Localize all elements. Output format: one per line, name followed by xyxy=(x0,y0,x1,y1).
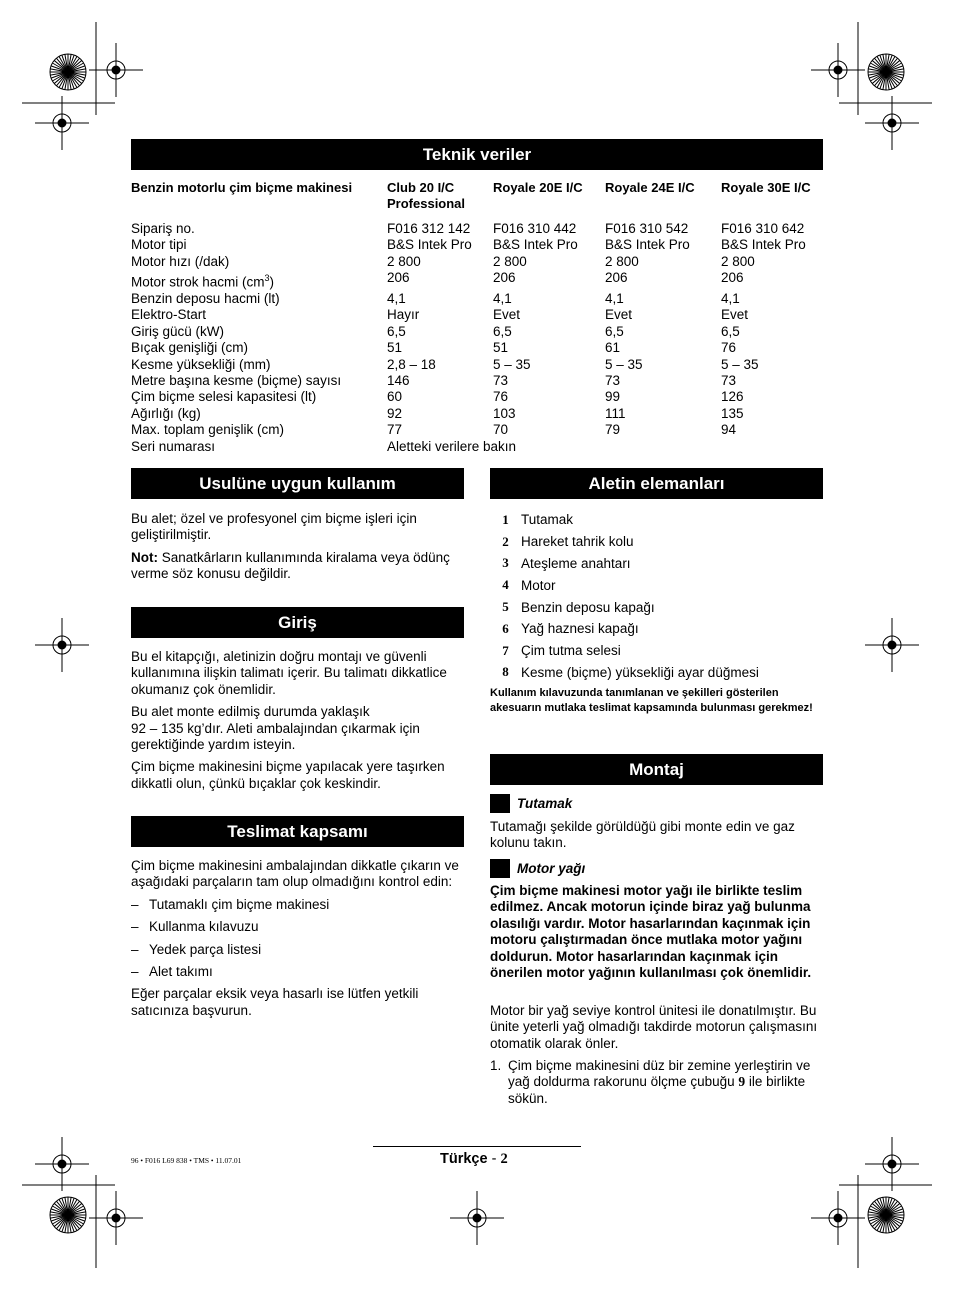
list-item xyxy=(490,662,759,684)
table-cell: 51 xyxy=(387,340,403,356)
table-cell: 4,1 xyxy=(721,290,740,306)
table-cell: 6,5 xyxy=(605,323,624,339)
table-cell: 2 800 xyxy=(605,253,639,269)
table-cell: 2,8 – 18 xyxy=(387,356,436,372)
table-cell: Evet xyxy=(605,307,633,323)
item-number: 6 xyxy=(502,620,509,636)
table-row-label: Bıçak genişliği (cm) xyxy=(131,340,249,356)
specs-body xyxy=(131,221,829,455)
table-cell: 92 xyxy=(387,405,403,421)
step-text xyxy=(508,1058,825,1107)
table-row xyxy=(131,254,829,270)
table-row-label: Çim biçme selesi kapasitesi (lt) xyxy=(131,389,317,405)
usage-title: Usulüne uygun kullanım xyxy=(199,473,396,493)
table-cell: 70 xyxy=(493,422,509,438)
list-item: – Alet takımı xyxy=(131,964,213,980)
list-item xyxy=(490,574,759,596)
item-label: Hareket tahrik kolu xyxy=(521,534,634,550)
delivery-title: Teslimat kapsamı xyxy=(227,821,368,841)
table-cell: 2 800 xyxy=(493,253,527,269)
list-item-label: Tutamaklı çim biçme makinesi xyxy=(149,896,330,912)
list-item xyxy=(490,531,759,553)
item-number: 1 xyxy=(502,511,509,527)
table-cell: 111 xyxy=(605,405,626,421)
delivery-section xyxy=(131,858,466,1025)
table-cell: 77 xyxy=(387,422,403,438)
item-label: Yağ haznesi kapağı xyxy=(521,621,639,637)
intro-weight-line: Bu alet monte edilmiş durumda yaklaşık xyxy=(131,704,370,720)
table-cell: 79 xyxy=(605,422,621,438)
table-row xyxy=(131,221,829,237)
oil-subheading xyxy=(490,859,585,878)
table-cell: 61 xyxy=(605,340,621,356)
table-cell xyxy=(490,439,603,455)
table-cell: B&S Intek Pro xyxy=(721,237,806,253)
table-cell: 135 xyxy=(721,405,744,421)
page-footer xyxy=(440,1151,508,1168)
intro-paragraph: Çim biçme makinesini biçme yapılacak yere taşırken dikkatli olun, çünkü bıçaklar çok keskindir. xyxy=(131,759,445,791)
specs-header-model: Royale 20E I/C xyxy=(493,180,583,195)
table-row-label: Ağırlığı (kg) xyxy=(131,405,201,421)
item-number: 7 xyxy=(502,642,509,658)
oil-level-text: Motor bir yağ seviye kontrol ünitesi ile donatılmıştır. Bu ünite yeterli yağ olmadığı takdirde motorun çalışmasını otomatik olarak önler. xyxy=(490,1003,818,1051)
item-number: 5 xyxy=(502,599,509,615)
table-row-label: Giriş gücü (kW) xyxy=(131,323,225,339)
footer-separator: - xyxy=(487,1151,501,1167)
intro-title: Giriş xyxy=(278,612,317,632)
specs-header-product: Benzin motorlu çim biçme makinesi xyxy=(131,180,353,195)
elements-title-bar xyxy=(490,468,823,499)
intro-weight-cont: 92 – 135 kg’dır. Aleti ambalajından çıkarmak için gerektiğinde yardım isteyin. xyxy=(131,720,420,753)
table-cell: B&S Intek Pro xyxy=(387,237,472,253)
table-row-label: Motor tipi xyxy=(131,237,187,253)
list-item xyxy=(490,640,759,662)
intro-title-bar xyxy=(131,607,464,638)
table-cell: 206 xyxy=(605,270,628,286)
step-number: 1. xyxy=(490,1058,502,1073)
table-row-label: Motor hızı (/dak) xyxy=(131,253,230,269)
table-cell: 5 – 35 xyxy=(605,356,643,372)
table-row xyxy=(131,389,829,405)
table-cell: 5 – 35 xyxy=(721,356,759,372)
table-cell: Hayır xyxy=(387,307,420,323)
step-text-b: ile birlikte sökün. xyxy=(508,1074,806,1106)
step-1 xyxy=(490,1058,825,1107)
subheading-label: Tutamak xyxy=(517,796,573,811)
table-cell: 126 xyxy=(721,389,744,405)
usage-title-bar xyxy=(131,468,464,499)
table-cell: 73 xyxy=(721,372,737,388)
item-label: Çim tutma selesi xyxy=(521,643,621,659)
table-row xyxy=(131,439,829,455)
list-item: – Kullanma kılavuzu xyxy=(131,919,259,935)
table-row-label: Kesme yüksekliği (mm) xyxy=(131,356,271,372)
usage-text: Bu alet; özel ve profesyonel çim biçme işleri için geliştirilmiştir. xyxy=(131,511,417,543)
table-cell: 73 xyxy=(493,372,509,388)
table-cell: 51 xyxy=(493,340,509,356)
table-cell: 6,5 xyxy=(721,323,740,339)
table-cell: 6,5 xyxy=(493,323,512,339)
figure-marker-icon xyxy=(490,859,510,878)
table-cell: 4,1 xyxy=(605,290,624,306)
table-cell: 4,1 xyxy=(387,290,406,306)
table-cell: 5 – 35 xyxy=(493,356,531,372)
table-row xyxy=(131,340,829,356)
page-number: 2 xyxy=(500,1151,508,1167)
intro-paragraph xyxy=(131,704,466,753)
table-cell: Evet xyxy=(493,307,521,323)
footer-rule xyxy=(373,1146,581,1147)
item-label: Kesme (biçme) yüksekliği ayar düğmesi xyxy=(521,664,759,680)
item-number: 2 xyxy=(502,533,509,549)
note-text: Sanatkârların kullanımında kiralama veya ödünç verme söz konusu değildir. xyxy=(131,549,450,582)
table-cell: F016 312 142 xyxy=(387,220,471,236)
list-item-label: Alet takımı xyxy=(149,964,213,980)
specs-title-bar xyxy=(131,139,823,170)
table-row-label: Elektro-Start xyxy=(131,307,207,323)
table-row xyxy=(131,406,829,422)
list-item xyxy=(490,618,759,640)
table-row xyxy=(131,291,829,307)
oil-warning: Çim biçme makinesi motor yağı ile birlikte teslim edilmez. Ancak motorun içinde biraz yağ bulunma olasılığı vardır. Motor hasarlarından kaçınmak için motoru çalıştırmadan önce mutlaka motor yağını doldurun. Motor hasarlarından kaçınmak için önerilen motor yağının kullanılması çok önemlidir. xyxy=(490,883,812,981)
specs-header-model: Club 20 I/C Professional xyxy=(387,180,466,212)
table-cell: 206 xyxy=(387,270,410,286)
print-code: 96 • F016 L69 838 • TMS • 11.07.01 xyxy=(131,1156,242,1165)
table-row-label: Metre başına kesme (biçme) sayısı xyxy=(131,372,342,388)
assembly-title-bar xyxy=(490,754,823,785)
table-row xyxy=(131,357,829,373)
table-cell: 73 xyxy=(605,372,621,388)
table-row xyxy=(131,373,829,389)
table-row-label: Max. toplam genişlik (cm) xyxy=(131,422,285,438)
specs-header-model: Royale 30E I/C xyxy=(721,180,811,195)
table-cell: 94 xyxy=(721,422,737,438)
table-cell: B&S Intek Pro xyxy=(493,237,578,253)
item-label: Ateşleme anahtarı xyxy=(521,555,631,571)
table-cell: 99 xyxy=(605,389,621,405)
item-number: 8 xyxy=(502,664,509,680)
table-cell: F016 310 642 xyxy=(721,220,805,236)
table-cell: 103 xyxy=(493,405,516,421)
specs-table xyxy=(131,180,829,455)
item-label: Tutamak xyxy=(521,512,574,528)
step-text-a: Çim biçme makinesini düz bir zemine yerleştirin ve yağ doldurma rakorunu ölçme çubuğu xyxy=(508,1058,811,1090)
table-row xyxy=(131,324,829,340)
table-cell: F016 310 542 xyxy=(605,220,689,236)
table-row xyxy=(131,270,829,291)
accessory-note: Kullanım kılavuzunda tanımlanan ve şekilleri gösterilen akesuarın mutlaka teslimat kapsamında bulunması gerekmez! xyxy=(490,687,813,714)
list-item-label: Kullanma kılavuzu xyxy=(149,919,259,935)
table-cell: 6,5 xyxy=(387,323,406,339)
table-cell: 206 xyxy=(721,270,744,286)
table-cell xyxy=(603,439,719,455)
intro-section xyxy=(131,649,466,798)
table-cell: 4,1 xyxy=(493,290,512,306)
table-cell: B&S Intek Pro xyxy=(605,237,690,253)
list-item: – Tutamaklı çim biçme makinesi xyxy=(131,896,330,912)
item-label: Motor xyxy=(521,577,556,593)
list-item xyxy=(490,509,759,531)
table-row xyxy=(131,237,829,253)
table-cell: 76 xyxy=(721,340,737,356)
delivery-title-bar xyxy=(131,816,464,847)
figure-marker-icon xyxy=(490,794,510,813)
usage-section xyxy=(131,511,466,589)
list-item: – Yedek parça listesi xyxy=(131,941,262,957)
handle-text: Tutamağı şekilde görüldüğü gibi monte edin ve gaz kolunu takın. xyxy=(490,819,795,851)
delivery-footer-text: Eğer parçalar eksik veya hasarlı ise lütfen yetkili satıcınıza başvurun. xyxy=(131,986,419,1018)
table-row-label: Benzin deposu hacmi (lt) xyxy=(131,290,280,306)
specs-header-model: Royale 24E I/C xyxy=(605,180,695,195)
delivery-text: Çim biçme makinesini ambalajından dikkatle çıkarın ve aşağıdaki parçaların tam olup olmadığını kontrol edin: xyxy=(131,858,459,890)
intro-paragraph: Bu el kitapçığı, aletinizin doğru montajı ve güvenli kullanımına ilişkin talimatı içerir. Bu talimatı dikkatlice okumanız çok önemlidir. xyxy=(131,649,447,697)
table-row xyxy=(131,307,829,323)
specs-title: Teknik veriler xyxy=(422,144,532,164)
table-cell: F016 310 442 xyxy=(493,220,577,236)
assembly-title: Montaj xyxy=(629,759,684,779)
item-number: 3 xyxy=(502,555,509,571)
elements-list xyxy=(490,509,759,683)
table-cell xyxy=(719,439,829,455)
handle-subheading xyxy=(490,794,572,813)
table-cell: 76 xyxy=(493,389,509,405)
step-ref: 9 xyxy=(738,1074,746,1090)
item-label: Benzin deposu kapağı xyxy=(521,599,655,615)
list-item-label: Yedek parça listesi xyxy=(149,941,262,957)
footer-language: Türkçe xyxy=(440,1151,488,1167)
usage-note xyxy=(131,550,466,583)
table-row xyxy=(131,422,829,438)
table-cell: Aletteki verilere bakın xyxy=(387,438,517,454)
note-label: Not: xyxy=(131,549,158,565)
item-number: 4 xyxy=(502,577,509,593)
table-row-label: Motor strok hacmi $(cm^3)$ xyxy=(131,273,275,290)
table-cell: 206 xyxy=(493,270,516,286)
list-item xyxy=(490,553,759,575)
elements-title: Aletin elemanları xyxy=(588,473,725,493)
list-item xyxy=(490,596,759,618)
table-cell: Evet xyxy=(721,307,749,323)
table-cell: 2 800 xyxy=(721,253,755,269)
table-cell: 146 xyxy=(387,372,410,388)
table-cell: 60 xyxy=(387,389,403,405)
subheading-label: Motor yağı xyxy=(517,861,586,876)
specs-header-row xyxy=(131,180,829,213)
table-row-label: Seri numarası xyxy=(131,438,216,454)
table-cell: 2 800 xyxy=(387,253,421,269)
table-row-label: Sipariş no. xyxy=(131,220,195,236)
